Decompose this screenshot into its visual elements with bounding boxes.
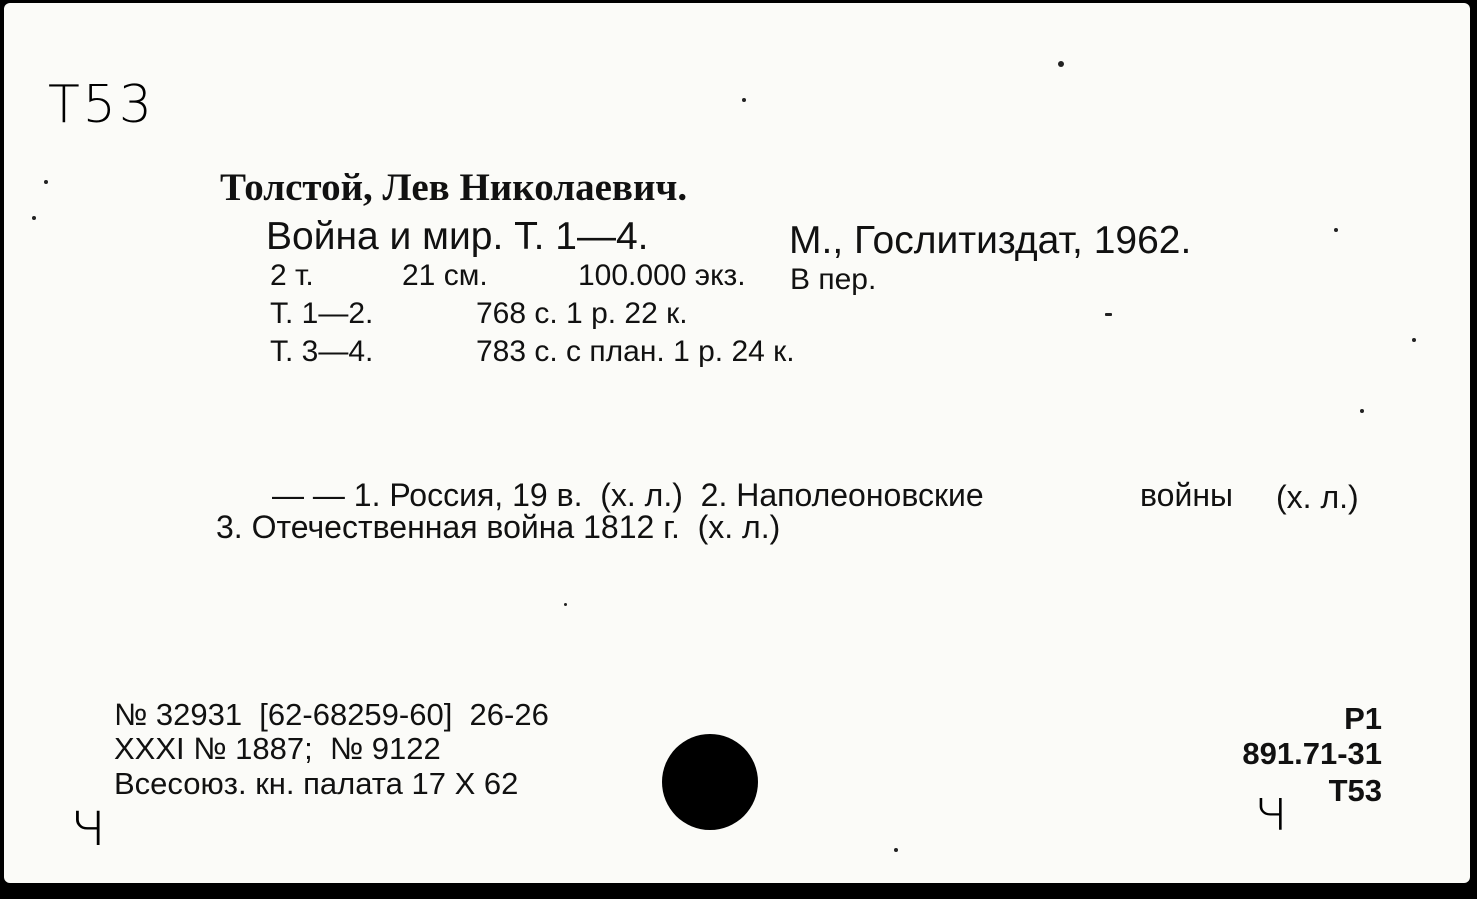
dust-speck <box>1105 313 1112 316</box>
subjects-wars: войны <box>1140 477 1233 513</box>
volume-info: 768 с. 1 р. 22 к. <box>476 297 688 330</box>
handwritten-mark-left: ч <box>70 787 107 860</box>
punch-hole <box>662 734 758 830</box>
binding: В пер. <box>790 263 877 296</box>
book-size: 21 см. <box>402 259 488 292</box>
subjects-genre: (х. л.) <box>1276 479 1359 515</box>
dust-speck <box>564 603 567 606</box>
dust-speck <box>1360 409 1364 413</box>
subjects-line-1: — — 1. Россия, 19 в. (х. л.) 2. Наполеоновские <box>272 477 984 513</box>
dust-speck <box>44 180 48 184</box>
volume-label: Т. 3—4. <box>270 335 374 368</box>
dust-speck <box>742 98 746 102</box>
dust-speck <box>894 848 898 852</box>
classification-index: 891.71-31 <box>1242 736 1382 771</box>
print-run: 100.000 экз. <box>578 259 746 292</box>
dust-speck <box>1412 338 1416 342</box>
author-heading: Толстой, Лев Николаевич. <box>220 166 688 209</box>
dust-speck <box>1334 228 1338 232</box>
dust-speck <box>32 216 36 220</box>
title-line: Война и мир. Т. 1—4. <box>266 215 649 258</box>
classification-code: Р1 <box>1344 701 1382 736</box>
volume-label: Т. 1—2. <box>270 297 374 330</box>
imprint: М., Гослитиздат, 1962. <box>789 219 1192 262</box>
chamber-stamp: Всесоюз. кн. палата 17 X 62 <box>114 766 519 801</box>
volume-count: 2 т. <box>270 259 314 292</box>
registration-number: № 32931 [62-68259-60] 26-26 <box>114 697 549 732</box>
dust-speck <box>1058 61 1064 67</box>
catalog-card <box>4 3 1470 883</box>
call-mark-handwritten: Т53 <box>48 75 155 135</box>
handwritten-mark-right: ч <box>1254 776 1289 844</box>
volume-info: 783 с. с план. 1 р. 24 к. <box>476 335 795 368</box>
registration-series: XXXI № 1887; № 9122 <box>114 731 441 766</box>
subjects-line-2: 3. Отечественная война 1812 г. (х. л.) <box>216 509 781 545</box>
author-mark: Т53 <box>1328 773 1382 808</box>
